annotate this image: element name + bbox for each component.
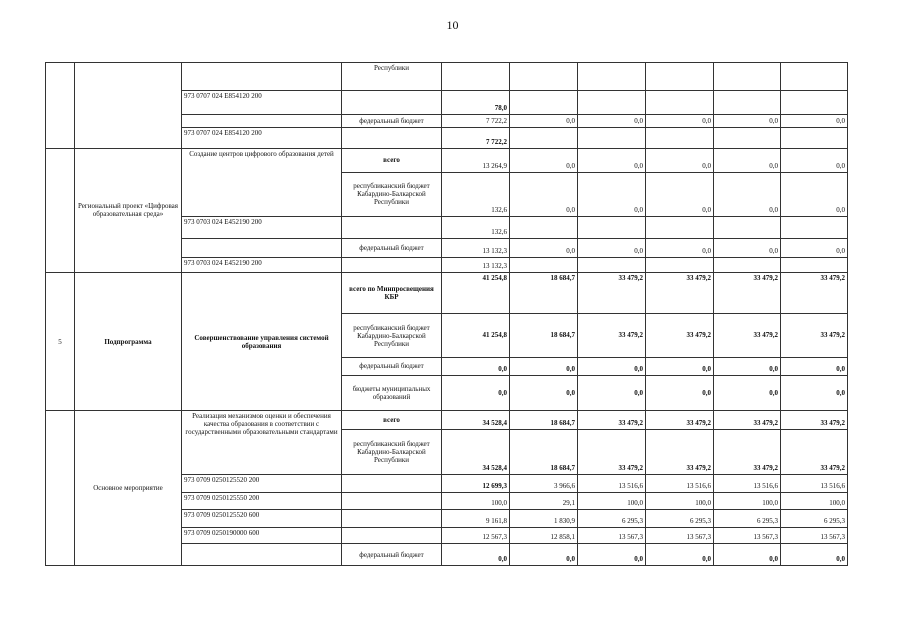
table-row: федеральный бюджет 0,0 0,0 0,0 0,0 0,0 0,0 [46,544,848,566]
table-row: федеральный бюджет 7 722,2 0,0 0,0 0,0 0,0 0,0 [46,114,848,127]
table-row: Региональный проект «Цифровая образовательная среда» Создание центров цифрового образования детей всего 13 264,9 0,0 0,0 0,0 0,0 0,0 [46,148,848,173]
main-activity-label: Основное мероприятие [75,411,182,566]
table-row: Основное мероприятие Реализация механизмов оценки и обеспечения качества образования в соответствии с государственными образовательными стандартами всего 34 528,4 18 684,7 33 479,2 33 479,2 33 479,2 33 479,2 [46,411,848,430]
regional-project-label: Региональный проект «Цифровая образовательная среда» [75,148,182,273]
table-row: 5 Подпрограмма Совершенствование управления системой образования всего по Минпросвещения КБР 41 254,8 18 684,7 33 479,2 33 479,2 33 479,2 33 479,2 [46,273,848,314]
table-row: бюджеты муниципальных образований 0,0 0,0 0,0 0,0 0,0 0,0 [46,376,848,411]
table-row: республиканский бюджет Кабардино-Балкарской Республики 41 254,8 18 684,7 33 479,2 33 479,2 33 479,2 33 479,2 [46,314,848,357]
table-row: 973 0703 024 Е452190 200 132,6 [46,216,848,239]
table-row: 973 0709 0250125520 200 12 699,3 3 966,6 13 516,6 13 516,6 13 516,6 13 516,6 [46,475,848,493]
budget-table [45,62,848,566]
table-row: федеральный бюджет 13 132,3 0,0 0,0 0,0 0,0 0,0 [46,239,848,258]
table-row: 973 0709 0250190000 600 12 567,3 12 858,1 13 567,3 13 567,3 13 567,3 13 567,3 [46,527,848,543]
table-row: 973 0707 024 Е854120 200 78,0 [46,90,848,114]
table-row: 973 0707 024 Е854120 200 7 722,2 [46,127,848,148]
table-row: федеральный бюджет 0,0 0,0 0,0 0,0 0,0 0,0 [46,357,848,376]
subprogram-name: Совершенствование управления системой образования [182,273,342,411]
row-number: 5 [46,273,75,411]
table-row: 973 0703 024 Е452190 200 13 132,3 [46,257,848,272]
subprogram-label: Подпрограмма [75,273,182,411]
page-number: 10 [446,18,459,32]
table-row: Республики [46,63,848,91]
table-row: 973 0709 0250125520 600 9 161,8 1 830,9 6 295,3 6 295,3 6 295,3 6 295,3 [46,510,848,528]
table-row: республиканский бюджет Кабардино-Балкарской Республики 132,6 0,0 0,0 0,0 0,0 0,0 [46,173,848,216]
table-row: республиканский бюджет Кабардино-Балкарской Республики 34 528,4 18 684,7 33 479,2 33 479,2 33 479,2 33 479,2 [46,429,848,474]
table-row: 973 0709 0250125550 200 100,0 29,1 100,0 100,0 100,0 100,0 [46,492,848,510]
